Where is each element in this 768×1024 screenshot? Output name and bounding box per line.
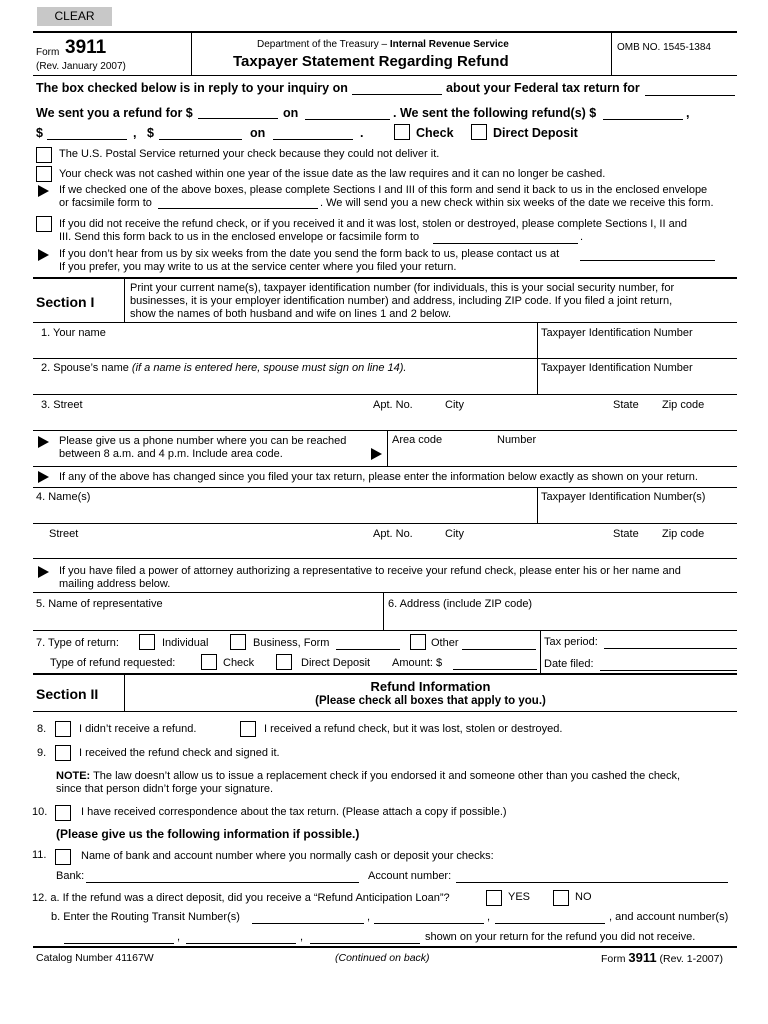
and-account-text: , and account number(s) xyxy=(609,911,729,923)
not-cashed-checkbox[interactable] xyxy=(36,166,52,182)
arrow-icon xyxy=(38,185,49,197)
shown-on-return-text: shown on your return for the refund you did not receive. xyxy=(425,931,696,943)
rep-divider xyxy=(383,593,384,630)
item-11-number: 11. xyxy=(32,849,47,861)
apt4-label: Apt. No. xyxy=(373,528,413,540)
row-rule xyxy=(33,558,737,559)
sent-following-text: . We sent the following refund(s) $ xyxy=(393,106,597,120)
refund-date-field[interactable] xyxy=(305,108,390,120)
date-filed-label: Date filed: xyxy=(544,658,594,670)
refund-amount-2-field[interactable] xyxy=(47,128,127,140)
arrow-icon xyxy=(38,436,49,448)
amount-field[interactable] xyxy=(453,658,537,670)
changed-text: If any of the above has changed since you filed your tax return, please enter the information below exactly as shown on your return. xyxy=(59,471,698,483)
form-title: Taxpayer Statement Regarding Refund xyxy=(233,53,509,70)
header-top-rule xyxy=(33,31,737,33)
tins4-label: Taxpayer Identification Number(s) xyxy=(541,491,706,503)
phone-instructions-2: between 8 a.m. and 4 p.m. Include area code. xyxy=(59,448,283,460)
bank-info-checkbox[interactable] xyxy=(55,849,71,865)
signed-text: I received the refund check and signed it. xyxy=(79,747,280,759)
fax-number-field-2[interactable] xyxy=(433,232,578,244)
inquiry-date-field[interactable] xyxy=(352,83,442,95)
ral-yes-label: YES xyxy=(508,891,531,903)
tax-period-label: Tax period: xyxy=(544,636,598,648)
didnt-receive-text: I didn’t receive a refund. xyxy=(79,723,197,735)
spouse-tin-label: Taxpayer Identification Number xyxy=(541,362,693,374)
state-label: State xyxy=(613,399,639,411)
comma-text: , xyxy=(177,931,181,943)
catalog-number: Catalog Number 41167W xyxy=(36,952,154,964)
refund-check-label: Check xyxy=(223,657,255,669)
if-checked-text-2b: . We will send you a new check within six weeks of the date we receive this form. xyxy=(320,197,714,209)
item-8-number: 8. xyxy=(37,723,47,735)
continued-on-back: (Continued on back) xyxy=(335,952,430,964)
tax-return-year-field[interactable] xyxy=(645,84,735,96)
account-number-field-1[interactable] xyxy=(64,932,174,944)
row-rule xyxy=(33,487,737,488)
phone-divider xyxy=(387,431,388,466)
comma-text: , xyxy=(367,911,371,923)
rep-name-label: 5. Name of representative xyxy=(36,598,163,610)
account-number-field[interactable] xyxy=(456,871,728,883)
postal-returned-checkbox[interactable] xyxy=(36,147,52,163)
direct-deposit-checkbox[interactable] xyxy=(471,124,487,140)
poa-text-1: If you have filed a power of attorney authorizing a representative to receive your refund check, please enter his or her name and xyxy=(59,565,681,577)
arrow-icon xyxy=(38,249,49,261)
item-10-number: 10. xyxy=(32,806,48,818)
other-checkbox[interactable] xyxy=(410,634,426,650)
comma-text: , xyxy=(487,911,491,923)
other-label: Other xyxy=(431,637,459,649)
fax-number-field-1[interactable] xyxy=(158,197,318,209)
item-12a-text: 12. a. If the refund was a direct deposit, did you receive a “Refund Anticipation Loan”? xyxy=(32,892,450,904)
zip-label: Zip code xyxy=(662,399,705,411)
ral-no-checkbox[interactable] xyxy=(553,890,569,906)
bank-name-field[interactable] xyxy=(86,871,359,883)
section1-instructions-2: businesses, it is your employer identification number) and address, including ZIP code. If you filed a joint return, xyxy=(130,295,673,307)
correspondence-checkbox[interactable] xyxy=(55,805,71,821)
correspondence-text: I have received correspondence about the tax return. (Please attach a copy if possible.) xyxy=(81,806,507,818)
street-label: 3. Street xyxy=(41,399,83,411)
section1-header-bottom-rule xyxy=(33,322,737,323)
other-field[interactable] xyxy=(462,638,536,650)
apt-label: Apt. No. xyxy=(373,399,413,411)
tin-label: Taxpayer Identification Number xyxy=(541,327,693,339)
phone-instructions-1: Please give us a phone number where you can be reached xyxy=(59,435,347,447)
row-rule xyxy=(33,466,737,467)
item-9-number: 9. xyxy=(37,747,47,759)
item-12b-text: b. Enter the Routing Transit Number(s) xyxy=(51,911,240,923)
account-number-label: Account number: xyxy=(368,870,452,882)
section1-instructions-1: Print your current name(s), taxpayer identification number (for individuals, this is your social security number, for xyxy=(130,282,675,294)
section1-top-rule xyxy=(33,277,737,279)
if-checked-text-1: If we checked one of the above boxes, please complete Sections I and III of this form and send it back to us in the enclosed envelope xyxy=(59,184,708,196)
row-rule xyxy=(33,394,737,395)
check-checkbox[interactable] xyxy=(394,124,410,140)
spouse-name-label: 2. Spouse’s name (if a name is entered here, spouse must sign on line 14). xyxy=(41,362,407,374)
business-checkbox[interactable] xyxy=(230,634,246,650)
direct-deposit-label: Direct Deposit xyxy=(493,126,578,140)
business-form-field[interactable] xyxy=(336,638,400,650)
postal-returned-text: The U.S. Postal Service returned your check because they could not deliver it. xyxy=(59,148,440,160)
phone-number-label: Number xyxy=(497,434,537,446)
refund-amount-field[interactable] xyxy=(198,107,278,119)
routing-number-field-2[interactable] xyxy=(374,912,484,924)
inquiry-text-a: The box checked below is in reply to your inquiry on xyxy=(36,81,348,95)
tax-period-divider xyxy=(540,631,541,673)
clear-button[interactable]: CLEAR xyxy=(37,7,112,26)
refund-direct-deposit-checkbox[interactable] xyxy=(276,654,292,670)
type-of-return-label: 7. Type of return: xyxy=(36,637,119,649)
following-refund-amount-field[interactable] xyxy=(603,108,683,120)
ral-no-label: NO xyxy=(575,891,592,903)
tin-column-divider xyxy=(537,488,538,524)
city4-label: City xyxy=(445,528,464,540)
refund-check-checkbox[interactable] xyxy=(201,654,217,670)
if-checked-text-2a: or facsimile form to xyxy=(59,197,152,209)
comma-text: , xyxy=(300,931,304,943)
section1-label: Section I xyxy=(36,294,95,310)
section2-subtitle: (Please check all boxes that apply to you.) xyxy=(315,695,546,707)
individual-label: Individual xyxy=(162,637,209,649)
dont-hear-text-1: If you don’t hear from us by six weeks from the date you send the form back to us, please contact us at xyxy=(59,248,560,260)
footer-rule xyxy=(33,946,737,948)
type-of-refund-label: Type of refund requested: xyxy=(50,657,176,669)
refund-date-2-field[interactable] xyxy=(273,128,353,140)
business-label: Business, Form xyxy=(253,637,330,649)
rep-address-label: 6. Address (include ZIP code) xyxy=(388,598,533,610)
routing-number-field-3[interactable] xyxy=(495,912,605,924)
amount-label: Amount: $ xyxy=(392,657,443,669)
not-cashed-text: Your check was not cashed within one year of the issue date as the law requires and it can no longer be cashed. xyxy=(59,168,606,180)
section1-label-divider xyxy=(124,279,125,322)
arrow-icon xyxy=(371,448,382,460)
section2-title: Refund Information xyxy=(370,679,491,694)
poa-text-2: mailing address below. xyxy=(59,578,171,590)
comma-text-2: , xyxy=(133,126,137,140)
arrow-icon xyxy=(38,566,49,578)
state4-label: State xyxy=(613,528,639,540)
date-filed-field[interactable] xyxy=(600,659,737,671)
not-received-text-1: If you did not receive the refund check, or if you received it and it was lost, stolen or destroyed, please complete Sections I, II and xyxy=(59,218,687,230)
section2-label: Section II xyxy=(36,686,99,702)
section2-top-rule xyxy=(33,673,737,675)
tax-period-field[interactable] xyxy=(604,637,737,649)
didnt-receive-checkbox[interactable] xyxy=(55,721,71,737)
lost-stolen-checkbox[interactable] xyxy=(240,721,256,737)
form-number: 3911 xyxy=(65,37,107,58)
not-received-checkbox[interactable] xyxy=(36,216,52,232)
signed-checkbox[interactable] xyxy=(55,745,71,761)
period-text: . xyxy=(360,126,364,140)
inquiry-text-b: about your Federal tax return for xyxy=(446,81,640,95)
city-label: City xyxy=(445,399,464,411)
note-text-2: since that person didn’t forge your signature. xyxy=(56,783,274,795)
comma-text: , xyxy=(686,106,690,120)
header-divider-left xyxy=(191,33,192,75)
names4-label: 4. Name(s) xyxy=(36,491,91,503)
row-rule xyxy=(33,430,737,431)
ral-yes-checkbox[interactable] xyxy=(486,890,502,906)
period-text-2: . xyxy=(580,231,584,243)
sent-refund-text: We sent you a refund for $ xyxy=(36,106,193,120)
on-text-2: on xyxy=(250,126,266,140)
row-rule xyxy=(33,358,737,359)
tin-column-divider xyxy=(537,323,538,395)
sent-on-text: on xyxy=(283,106,299,120)
routing-number-field-1[interactable] xyxy=(252,912,364,924)
zip4-label: Zip code xyxy=(662,528,705,540)
form-revision: (Rev. January 2007) xyxy=(36,61,126,72)
section1-instructions-3: show the names of both husband and wife on lines 1 and 2 below. xyxy=(130,308,452,320)
street4-label: Street xyxy=(49,528,79,540)
header-bottom-rule xyxy=(33,75,737,76)
refund-amount-3-field[interactable] xyxy=(159,128,242,140)
note-text-1: NOTE: The law doesn’t allow us to issue a replacement check if you endorsed it and someone other than you cashed the check, xyxy=(56,770,681,782)
your-name-label: 1. Your name xyxy=(41,327,106,339)
section2-header-bottom-rule xyxy=(33,711,737,712)
arrow-icon xyxy=(38,471,49,483)
lost-stolen-text: I received a refund check, but it was lost, stolen or destroyed. xyxy=(264,723,563,735)
not-received-text-2: III. Send this form back to us in the enclosed envelope or facsimile form to xyxy=(59,231,420,243)
refund-direct-deposit-label: Direct Deposit xyxy=(301,657,371,669)
dont-hear-text-2: If you prefer, you may write to us at the service center where you filed your return. xyxy=(59,261,457,273)
bank-question-text: Name of bank and account number where you normally cash or deposit your checks: xyxy=(81,850,494,862)
contact-phone-field[interactable] xyxy=(580,249,715,261)
row-rule xyxy=(33,523,737,524)
area-code-label: Area code xyxy=(392,434,443,446)
account-number-field-2[interactable] xyxy=(186,932,296,944)
bank-label: Bank: xyxy=(56,870,85,882)
please-info-text: (Please give us the following information if possible.) xyxy=(56,827,360,841)
omb-number: OMB NO. 1545-1384 xyxy=(617,42,711,53)
form-word: Form xyxy=(36,47,60,58)
account-number-field-3[interactable] xyxy=(310,932,420,944)
row-rule xyxy=(33,630,737,631)
dollar-text-2: $ xyxy=(147,126,154,140)
row-rule xyxy=(33,592,737,593)
individual-checkbox[interactable] xyxy=(139,634,155,650)
check-label: Check xyxy=(416,126,454,140)
dollar-text: $ xyxy=(36,126,43,140)
department-line: Department of the Treasury – Internal Revenue Service xyxy=(257,39,509,50)
footer-form-id: Form 3911 (Rev. 1-2007) xyxy=(601,950,723,965)
header-divider-right xyxy=(611,33,612,75)
